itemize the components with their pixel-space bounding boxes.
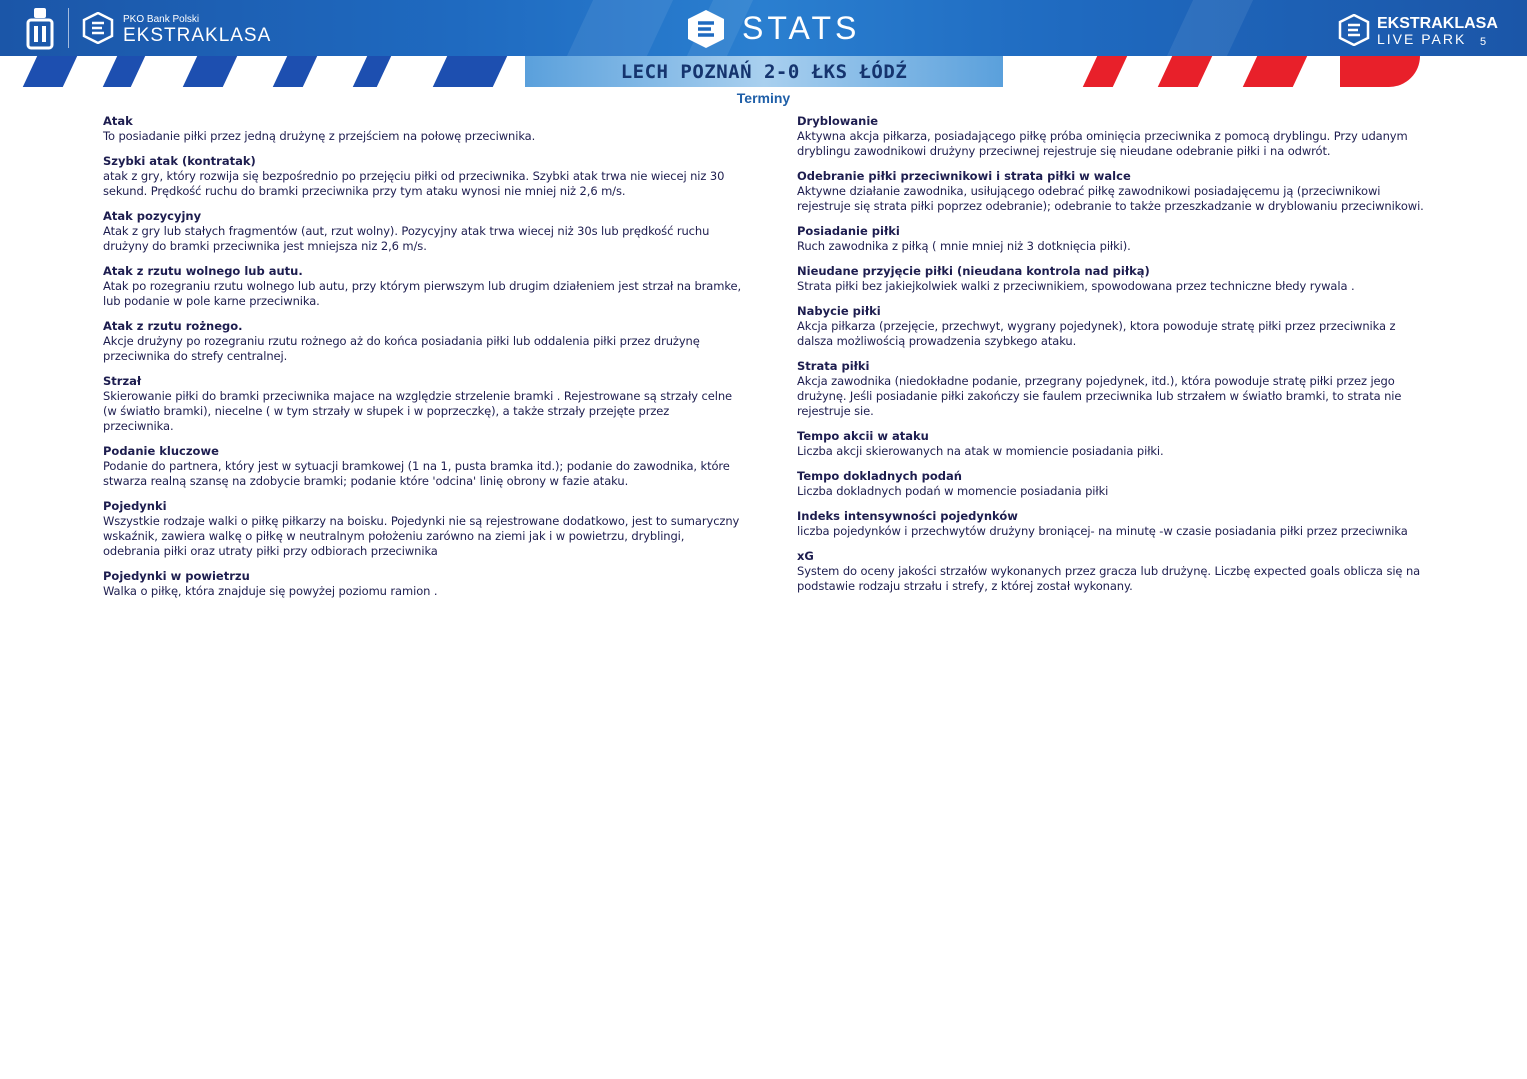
- glossary-definition: Akcja piłkarza (przejęcie, przechwyt, wygrany pojedynek), ktora powoduje stratę piłki przez przeciwnika z dalsza możliwością prowadzenia szybkego ataku.: [797, 319, 1396, 348]
- glossary-term: Atak pozycyjny: [103, 209, 202, 223]
- match-title: LECH POZNAŃ 2-0 ŁKS ŁÓDŹ: [620, 60, 908, 83]
- glossary-term: Atak z rzutu wolnego lub autu.: [103, 264, 303, 278]
- glossary-entry: [103, 374, 743, 434]
- glossary-entry: [103, 264, 743, 309]
- glossary-entry: [797, 509, 1427, 539]
- glossary-definition: System do oceny jakości strzałów wykonanych przez gracza lub drużynę. Liczbę expected goals oblicza się na podstawie rodzaju strzału i strefy, z której został wykonany.: [797, 564, 1421, 593]
- glossary-term: Podanie kluczowe: [103, 444, 219, 458]
- glossary-definition: Liczba akcji skierowanych na atak w momiencie posiadania piłki.: [797, 444, 1164, 458]
- glossary-definition: atak z gry, który rozwija się bezpośrednio po przejęciu piłki od przeciwnika. Szybki atak trwa nie wiecej niz 30 sekund. Prędkość ruchu do bramki przeciwnika przy tym ataku wynosi nie mniej niż 2,6 m/s.: [103, 169, 725, 198]
- glossary-definition: Podanie do partnera, który jest w sytuacji bramkowej (1 na 1, pusta bramka itd.); podanie do zawodnika, które stwarza realną szansę na zdobycie bramki; podanie które 'odcina' linię obrony w fazie ataku.: [103, 459, 730, 488]
- pko-brand-big: EKSTRAKLASA: [123, 25, 272, 46]
- glossary-term: xG: [797, 549, 814, 563]
- glossary-term: Indeks intensywności pojedynków: [797, 509, 1018, 523]
- header-divider: [68, 8, 69, 48]
- glossary-term: Szybki atak (kontratak): [103, 154, 256, 168]
- header-stripe: [567, 0, 673, 56]
- glossary-term: Nabycie piłki: [797, 304, 881, 318]
- banner-deco: [1340, 56, 1420, 87]
- glossary-definition: Strata piłki bez jakiejkolwiek walki z przeciwnikiem, spowodowana przez techniczne błedy rywala .: [797, 279, 1355, 293]
- banner-deco: [1158, 56, 1212, 87]
- banner-deco: [353, 56, 391, 87]
- glossary-entry: [103, 154, 743, 199]
- glossary-entry: [797, 169, 1427, 214]
- glossary-entry: [103, 444, 743, 489]
- header-stripe: [1167, 0, 1253, 56]
- left-column: [103, 114, 743, 609]
- banner-deco: [273, 56, 317, 87]
- header-bar: [0, 0, 1527, 56]
- glossary-entry: [103, 114, 743, 144]
- banner-deco: [23, 56, 77, 87]
- stats-title: STATS: [742, 10, 861, 46]
- section-title: Terminy: [736, 90, 791, 106]
- glossary-definition: Aktywna akcja piłkarza, posiadającego piłkę próba ominięcia przeciwnika z pomocą dryblingu. Przy udanym dryblingu zawodnikowi drużyny przeciwnej rejestruje się nieudane odebranie piłki i na odwrót.: [797, 129, 1408, 158]
- glossary-definition: Skierowanie piłki do bramki przeciwnika majace na względzie strzelenie bramki . Rejestrowane są strzały celne (w światło bramki), niecelne ( w tym strzały w słupek i w poprzeczkę), a także strzały przejęte przez przeciwnika.: [103, 389, 732, 433]
- page-number: 5: [1480, 36, 1487, 48]
- live-park-bottom: LIVE PARK: [1377, 31, 1467, 47]
- glossary-definition: Atak z gry lub stałych fragmentów (aut, rzut wolny). Pozycyjny atak trwa wiecej niż 30s lub prędkość ruchu drużyny do bramki przeciwnika jest mniejsza niz 2,6 m/s.: [103, 224, 710, 253]
- ekstraklasa-logo-icon: [82, 12, 114, 44]
- glossary-entry: [797, 264, 1427, 294]
- glossary-term: Dryblowanie: [797, 114, 879, 128]
- stats-logo-icon: [686, 9, 726, 49]
- glossary-definition: Aktywne działanie zawodnika, usiłującego odebrać piłkę zawodnikowi posiadajęcemu ją (przeciwnikowi rejestruje się strata piłki poprzez odebranie); odebranie to także przeszkadzanie w dryblowaniu przeciwnikowi.: [797, 184, 1424, 213]
- glossary-term: Tempo akcii w ataku: [797, 429, 929, 443]
- pko-brand-small: PKO Bank Polski: [123, 14, 200, 25]
- glossary-term: Strata piłki: [797, 359, 870, 373]
- banner-deco: [1243, 56, 1307, 87]
- glossary-definition: liczba pojedynków i przechwytów drużyny broniącej- na minutę -w czasie posiadania piłki przez przeciwnika: [797, 524, 1408, 538]
- glossary-entry: [103, 499, 743, 559]
- glossary-definition: Atak po rozegraniu rzutu wolnego lub autu, przy którym pierwszym lub drugim działeniem jest strzał na bramke, lub podanie w pole karne przeciwnika.: [103, 279, 742, 308]
- glossary-definition: Akcja zawodnika (niedokładne podanie, przegrany pojedynek, itd.), która powoduje stratę piłki przez jego drużynę. Jeśli posiadanie piłki zakończy sie faulem przeciwnika lub strzałem w światło bramki, to strata nie rejestruje sie.: [797, 374, 1402, 418]
- glossary-term: Atak z rzutu rożnego.: [103, 319, 243, 333]
- banner-deco: [183, 56, 237, 87]
- glossary-entry: [103, 209, 743, 254]
- glossary-entry: [797, 359, 1427, 419]
- banner-deco: [433, 56, 507, 87]
- pko-logo-icon: [24, 6, 56, 50]
- glossary-term: Odebranie piłki przeciwnikowi i strata piłki w walce: [797, 169, 1131, 183]
- glossary-entry: [797, 114, 1427, 159]
- glossary-term: Posiadanie piłki: [797, 224, 900, 238]
- glossary-definition: Liczba dokladnych podań w momencie posiadania piłki: [797, 484, 1109, 498]
- glossary-term: Tempo dokladnych podań: [797, 469, 962, 483]
- live-park-top: EKSTRAKLASA: [1377, 15, 1498, 32]
- glossary-term: Pojedynki: [103, 499, 167, 513]
- live-park-logo-icon: [1338, 14, 1370, 46]
- glossary-entry: [797, 469, 1427, 499]
- glossary-definition: To posiadanie piłki przez jedną drużynę z przejściem na połowę przeciwnika.: [103, 129, 536, 143]
- glossary-term: Strzał: [103, 374, 142, 388]
- banner-deco: [1083, 56, 1127, 87]
- glossary-definition: Walka o piłkę, która znajduje się powyżej poziomu ramion .: [103, 584, 438, 598]
- glossary-entry: [797, 224, 1427, 254]
- glossary-definition: Ruch zawodnika z piłką ( mnie mniej niż 3 dotknięcia piłki).: [797, 239, 1131, 253]
- glossary-entry: [103, 319, 743, 364]
- banner-deco: [103, 56, 145, 87]
- match-title-bar: [525, 56, 1003, 87]
- glossary-entry: [797, 429, 1427, 459]
- glossary-term: Nieudane przyjęcie piłki (nieudana kontrola nad piłką): [797, 264, 1150, 278]
- glossary-definition: Akcje drużyny po rozegraniu rzutu rożnego aż do końca posiadania piłki lub oddalenia piłki przez drużynę przeciwnika do strefy centralnej.: [103, 334, 700, 363]
- glossary-entry: [797, 304, 1427, 349]
- glossary-term: Pojedynki w powietrzu: [103, 569, 250, 583]
- right-column: [797, 114, 1427, 604]
- glossary-definition: Wszystkie rodzaje walki o piłkę piłkarzy na boisku. Pojedynki nie są rejestrowane dodatkowo, jest to sumaryczny wskaźnik, zawiera walkę o piłkę w neutralnym położeniu zarówno na ziemi jak i w powietrzu, dryblingi, odebrania piłki oraz utraty piłki przy odbiorach przeciwnika: [103, 514, 740, 558]
- glossary-term: Atak: [103, 114, 133, 128]
- glossary-entry: [103, 569, 743, 599]
- glossary-entry: [797, 549, 1427, 594]
